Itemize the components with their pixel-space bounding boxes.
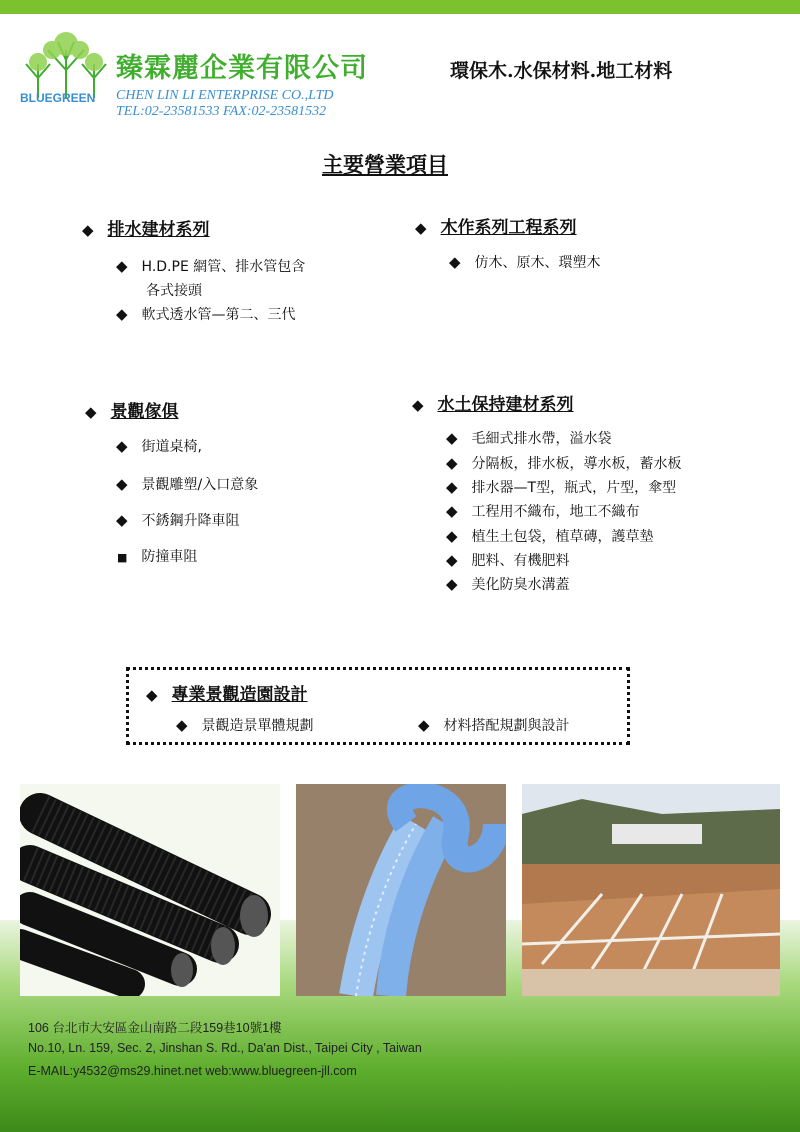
square-bullet-icon: ■: [117, 551, 128, 564]
drainage-hose-trench-photo: [296, 784, 506, 996]
section-landscape-title: ◆ 景觀傢俱: [85, 402, 179, 422]
section-drainage-title: ◆ 排水建材系列: [82, 220, 210, 240]
brand-name: BLUEGREEN: [20, 91, 96, 105]
section-wood-title: ◆ 木作系列工程系列: [415, 218, 577, 238]
diamond-bullet-icon: ◆: [446, 551, 458, 569]
tree-logo-icon: [18, 30, 114, 100]
list-item: ◆ 肥料、有機肥料: [446, 551, 570, 569]
tagline: 環保木.水保材料.地工材料: [450, 60, 673, 82]
diamond-bullet-icon: ◆: [116, 437, 128, 455]
top-bar: [0, 0, 800, 14]
list-item: ◆ 美化防臭水溝蓋: [446, 575, 570, 593]
list-item: ◆ 仿木、原木、環塑木: [449, 253, 601, 271]
list-item: ◆ 工程用不織布，地工不織布: [446, 502, 640, 520]
diamond-bullet-icon: ◆: [116, 511, 128, 529]
construction-site-photo: [522, 784, 780, 996]
list-item: ◆ 不銹鋼升降車阻: [116, 511, 240, 529]
tel-fax: TEL:02-23581533 FAX:02-23581532: [116, 104, 327, 119]
list-item: 各式接頭: [146, 283, 202, 299]
diamond-bullet-icon: ◆: [446, 575, 458, 593]
list-item: ◆ 材料搭配規劃與設計: [418, 716, 570, 734]
diamond-bullet-icon: ◆: [116, 305, 128, 323]
list-item: ◆ 街道桌椅,: [116, 437, 202, 455]
list-item: ◆ 毛細式排水帶，溢水袋: [446, 429, 612, 447]
list-item: ◆ 植生土包袋，植草磚，護草墊: [446, 527, 654, 545]
list-item: ◆ 分隔板，排水板，導水板，蓄水板: [446, 454, 682, 472]
diamond-bullet-icon: ◆: [412, 396, 424, 414]
diamond-bullet-icon: ◆: [176, 716, 188, 734]
diamond-bullet-icon: ◆: [446, 527, 458, 545]
page-title: 主要營業項目: [322, 153, 448, 177]
diamond-bullet-icon: ◆: [446, 502, 458, 520]
diamond-bullet-icon: ◆: [116, 257, 128, 275]
address-cn: 106 台北市大安區金山南路二段159巷10號1樓: [28, 1021, 282, 1035]
contact-info: E-MAIL:y4532@ms29.hinet.net web:www.bluegreen-jll.com: [28, 1064, 357, 1078]
company-name-cn: 臻霖麗企業有限公司: [116, 53, 368, 84]
list-item: ◆ H.D.PE 網管、排水管包含: [116, 257, 306, 275]
diamond-bullet-icon: ◆: [85, 403, 97, 421]
diamond-bullet-icon: ◆: [146, 686, 158, 704]
list-item: ◆ 景觀雕塑/入口意象: [116, 475, 259, 493]
diamond-bullet-icon: ◆: [446, 454, 458, 472]
diamond-bullet-icon: ◆: [415, 219, 427, 237]
diamond-bullet-icon: ◆: [446, 478, 458, 496]
list-item: ■ 防撞車阻: [117, 549, 198, 565]
section-design-title: ◆ 專業景觀造園設計: [146, 685, 308, 705]
diamond-bullet-icon: ◆: [449, 253, 461, 271]
diamond-bullet-icon: ◆: [82, 221, 94, 239]
section-soil-title: ◆ 水土保持建材系列: [412, 395, 574, 415]
black-pipes-photo: [20, 784, 280, 996]
diamond-bullet-icon: ◆: [446, 429, 458, 447]
address-en: No.10, Ln. 159, Sec. 2, Jinshan S. Rd., Da'an Dist., Taipei City , Taiwan: [28, 1041, 422, 1055]
diamond-bullet-icon: ◆: [116, 475, 128, 493]
list-item: ◆ 排水器—T型，瓶式，片型，傘型: [446, 478, 677, 496]
list-item: ◆ 景觀造景單體規劃: [176, 716, 314, 734]
list-item: ◆ 軟式透水管—第二、三代: [116, 305, 296, 323]
company-name-en: CHEN LIN LI ENTERPRISE CO.,LTD: [116, 88, 334, 103]
diamond-bullet-icon: ◆: [418, 716, 430, 734]
